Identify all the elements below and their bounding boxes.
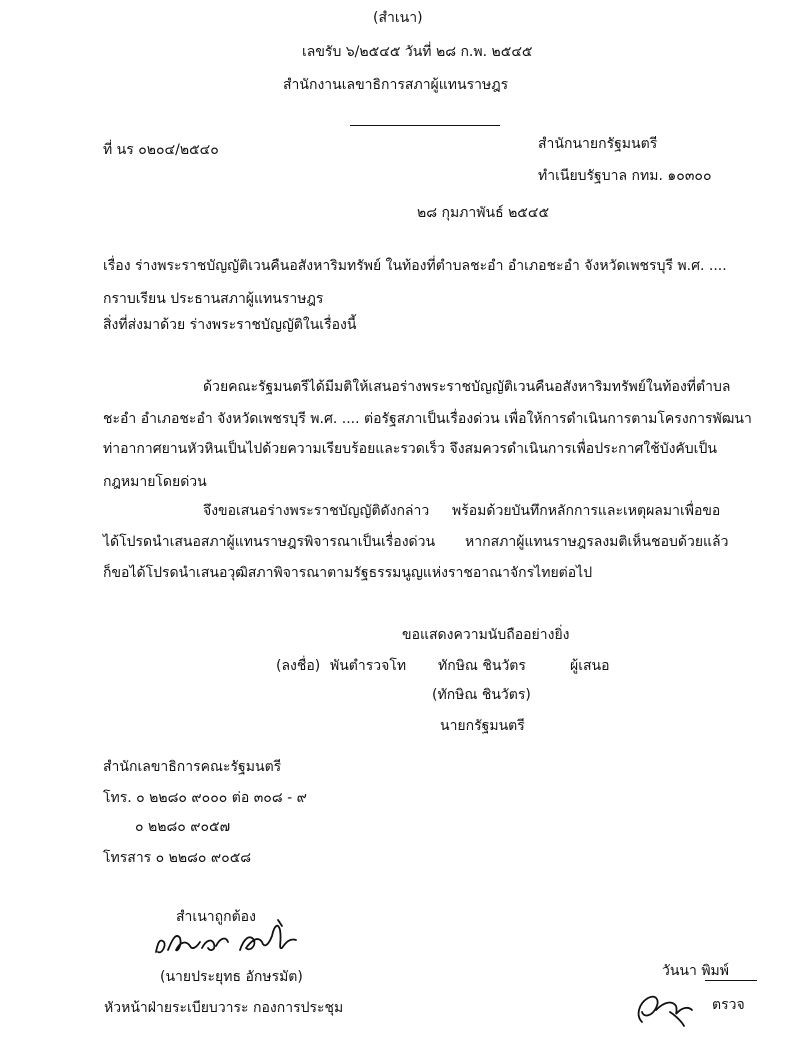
header-divider: [350, 125, 500, 126]
body-paragraph-1-line-2: ชะอำ อำเภอชะอำ จังหวัดเพชรบุรี พ.ศ. .... ต่อรัฐสภาเป็นเรื่องด่วน เพื่อให้การดำเนินการตามโครงการพัฒนา: [103, 411, 752, 427]
contact-telephone-1: โทร. ๐ ๒๒๘๐ ๙๐๐๐ ต่อ ๓๐๘ - ๙: [103, 790, 307, 806]
reference-number: ที่ นร ๐๒๐๔/๒๕๔๐: [103, 142, 219, 158]
contact-telephone-2: ๐ ๒๒๘๐ ๙๐๕๗: [135, 819, 231, 835]
body-paragraph-1-line-3: ท่าอากาศยานหัวหินเป็นไปด้วยความเรียบร้อยและรวดเร็ว จึงสมควรดำเนินการเพื่อประกาศใช้บังคับเป็น: [103, 441, 717, 457]
letter-date: ๒๘ กุมภาพันธ์ ๒๕๔๕: [417, 205, 550, 221]
typed-by: วันนา พิมพ์: [662, 963, 729, 979]
checker-signature: [630, 982, 710, 1030]
signer-name: ทักษิณ ชินวัตร: [438, 658, 526, 674]
subject-line: เรื่อง ร่างพระราชบัญญัติเวนคืนอสังหาริมทรัพย์ ในท้องที่ตำบลชะอำ อำเภอชะอำ จังหวัดเพชรบุรี พ.ศ. ....: [103, 258, 727, 274]
checked-by: ตรวจ: [712, 997, 745, 1013]
sign-label: (ลงชื่อ): [276, 658, 321, 674]
contact-fax: โทรสาร ๐ ๒๒๘๐ ๙๐๕๘: [103, 850, 252, 866]
body-paragraph-2-line-3: ก็ขอได้โปรดนำเสนอวุฒิสภาพิจารณาตามรัฐธรรมนูญแห่งราชอาณาจักรไทยต่อไป: [103, 565, 593, 581]
sender-office: สำนักนายกรัฐมนตรี: [538, 136, 658, 152]
body-paragraph-2-line-2b: หากสภาผู้แทนราษฎรลงมติเห็นชอบด้วยแล้ว: [465, 534, 729, 550]
signer-position: นายกรัฐมนตรี: [440, 718, 525, 734]
certified-copy-label: สำเนาถูกต้อง: [176, 909, 256, 925]
certifier-signature: [150, 912, 310, 964]
signer-role: ผู้เสนอ: [570, 658, 610, 674]
certifier-title: หัวหน้าฝ่ายระเบียบวาระ กองการประชุม: [104, 1000, 344, 1016]
body-paragraph-1-line-1: ด้วยคณะรัฐมนตรีได้มีมติให้เสนอร่างพระราชบัญญัติเวนคืนอสังหาริมทรัพย์ในท้องที่ตำบล: [203, 379, 731, 395]
received-office: สำนักงานเลขาธิการสภาผู้แทนราษฎร: [283, 77, 509, 93]
copy-mark: (สำเนา): [373, 10, 423, 26]
body-paragraph-2-line-1b: พร้อมด้วยบันทึกหลักการและเหตุผลมาเพื่อขอ: [452, 503, 721, 519]
certifier-name: (นายประยุทธ อักษรมัต): [160, 969, 303, 985]
sender-address: ทำเนียบรัฐบาล กทม. ๑๐๓๐๐: [538, 168, 712, 184]
enclosure: สิ่งที่ส่งมาด้วย ร่างพระราชบัญญัติในเรื่องนี้: [103, 317, 357, 333]
body-paragraph-2-line-1a: จึงขอเสนอร่างพระราชบัญญัติดังกล่าว: [203, 503, 430, 519]
body-paragraph-2-line-2a: ได้โปรดนำเสนอสภาผู้แทนราษฎรพิจารณาเป็นเรื่องด่วน: [103, 534, 436, 550]
received-number: เลขรับ ๖/๒๕๔๕ วันที่ ๒๘ ก.พ. ๒๕๔๕: [302, 44, 533, 60]
signer-rank: พันตำรวจโท: [330, 658, 407, 674]
contact-office: สำนักเลขาธิการคณะรัฐมนตรี: [103, 759, 282, 775]
typed-by-underline: [705, 980, 757, 981]
body-paragraph-1-line-4: กฎหมายโดยด่วน: [103, 474, 207, 490]
salutation: กราบเรียน ประธานสภาผู้แทนราษฎร: [103, 291, 324, 307]
signer-name-parenthetical: (ทักษิณ ชินวัตร): [432, 687, 531, 703]
complimentary-close: ขอแสดงความนับถืออย่างยิ่ง: [402, 627, 570, 643]
